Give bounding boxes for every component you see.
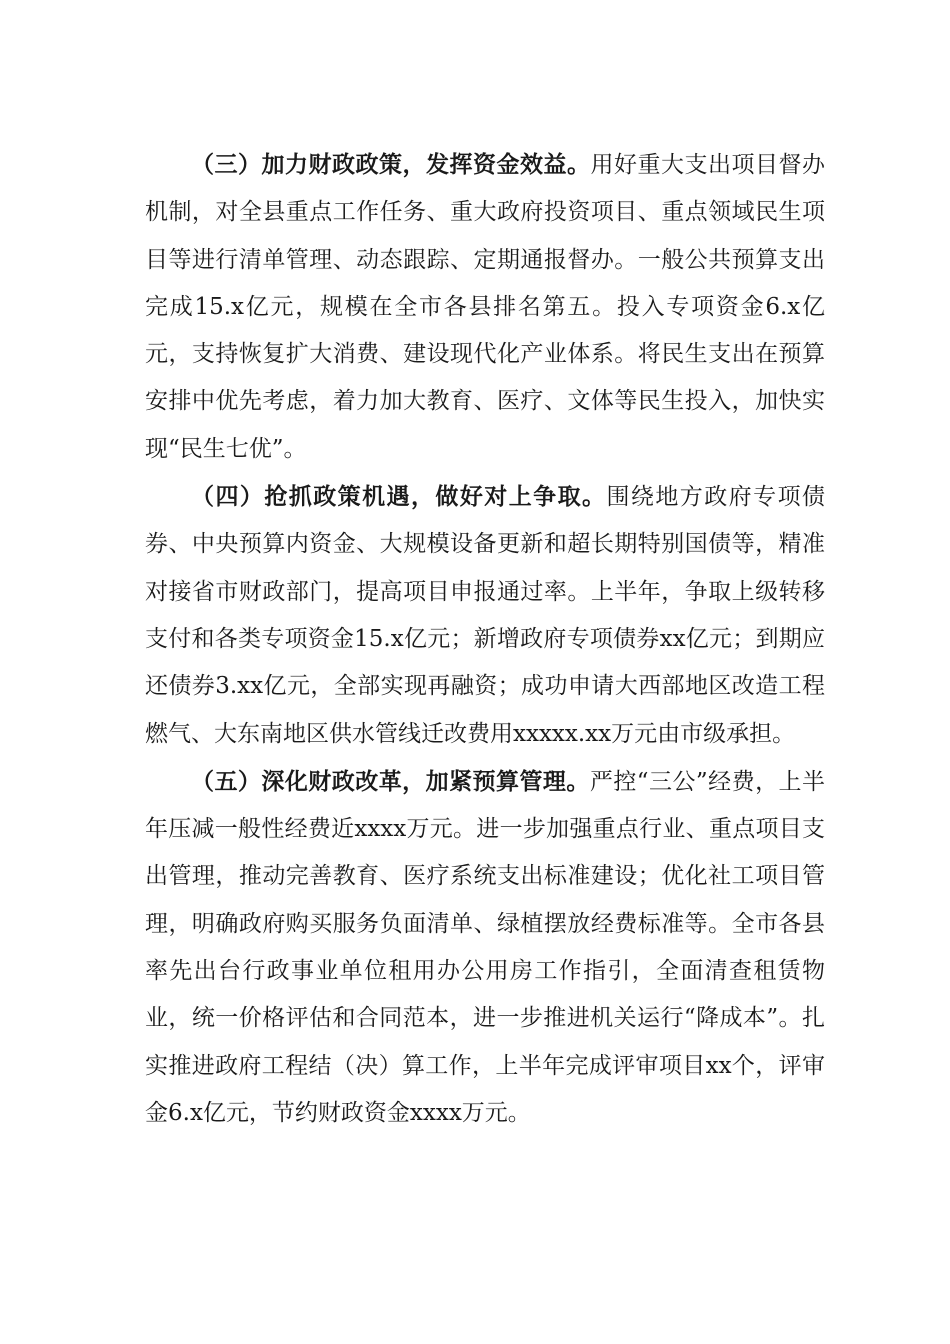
section-5-body: 严控“三公”经费，上半年压减一般性经费近xxxx万元。进一步加强重点行业、重点项目支出管理，推动完善教育、医疗系统支出标准建设；优化社工项目管理，明确政府购买服务负面清单、绿植摆放经费标准等。全市各县率先出台行政事业单位租用办公用房工作指引，全面清查租赁物业，统一价格评估和合同范本，进一步推进机关运行“降成本”。扎实推进政府工程结（决）算工作，上半年完成评审项目xx个，评审金6.x亿元，节约财政资金xxxx万元。 (145, 768, 825, 1126)
section-4-body: 围绕地方政府专项债券、中央预算内资金、大规模设备更新和超长期特别国债等，精准对接省市财政部门，提高项目申报通过率。上半年，争取上级转移支付和各类专项资金15.x亿元；新增政府专项债券xx亿元；到期应还债券3.xx亿元，全部实现再融资；成功申请大西部地区改造工程燃气、大东南地区供水管线迁改费用xxxxx.xx万元由市级承担。 (145, 484, 826, 747)
section-3-heading: （三）加力财政政策，发挥资金效益。 (191, 151, 591, 178)
paragraph-section-3 (145, 141, 825, 473)
paragraph-section-4 (145, 473, 825, 758)
section-4-heading: （四）抢抓政策机遇，做好对上争取。 (191, 483, 607, 511)
document-body (145, 141, 825, 1137)
paragraph-section-5 (145, 758, 825, 1137)
section-5-heading: （五）深化财政改革，加紧预算管理。 (191, 767, 590, 795)
section-3-body: 用好重大支出项目督办机制，对全县重点工作任务、重大政府投资项目、重点领域民生项目等进行清单管理、动态跟踪、定期通报督办。一般公共预算支出完成15.x亿元，规模在全市各县排名第五。投入专项资金6.x亿元，支持恢复扩大消费、建设现代化产业体系。将民生支出在预算安排中优先考虑，着力加大教育、医疗、文体等民生投入，加快实现“民生七优”。 (145, 152, 825, 462)
